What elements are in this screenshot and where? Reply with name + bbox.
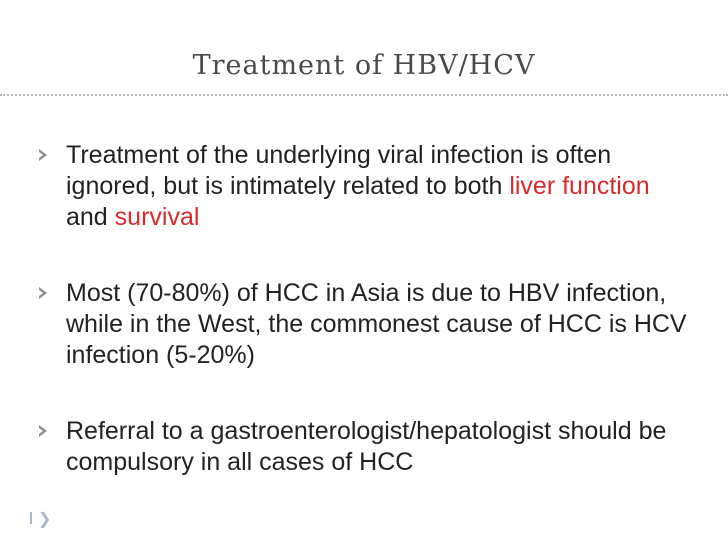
bullet-text-1 bbox=[66, 140, 696, 233]
bullet-text-1-part1: Treatment of the underlying viral infection is often ignored, but is intimately related to both bbox=[66, 141, 612, 200]
bullet-text-3: Referral to a gastroenterologist/hepatologist should be compulsory in all cases of HCC bbox=[66, 417, 667, 476]
slide-title: Treatment of HBV/HCV bbox=[192, 50, 536, 81]
survival-highlight: survival bbox=[114, 203, 200, 231]
triangle-bullet-icon bbox=[39, 149, 47, 161]
slide-nav-arrow-icon[interactable]: ❯ bbox=[30, 512, 51, 528]
bullet-text-2: Most (70-80%) of HCC in Asia is due to HBV infection, while in the West, the commonest cause of HCC is HCV infection (5-20%) bbox=[66, 279, 687, 369]
triangle-bullet-icon bbox=[39, 287, 47, 299]
title-divider bbox=[0, 94, 728, 96]
bullet-text-1-part2: and bbox=[66, 203, 115, 231]
triangle-bullet-icon bbox=[39, 425, 47, 437]
liver-function-highlight: liver function bbox=[509, 172, 650, 200]
